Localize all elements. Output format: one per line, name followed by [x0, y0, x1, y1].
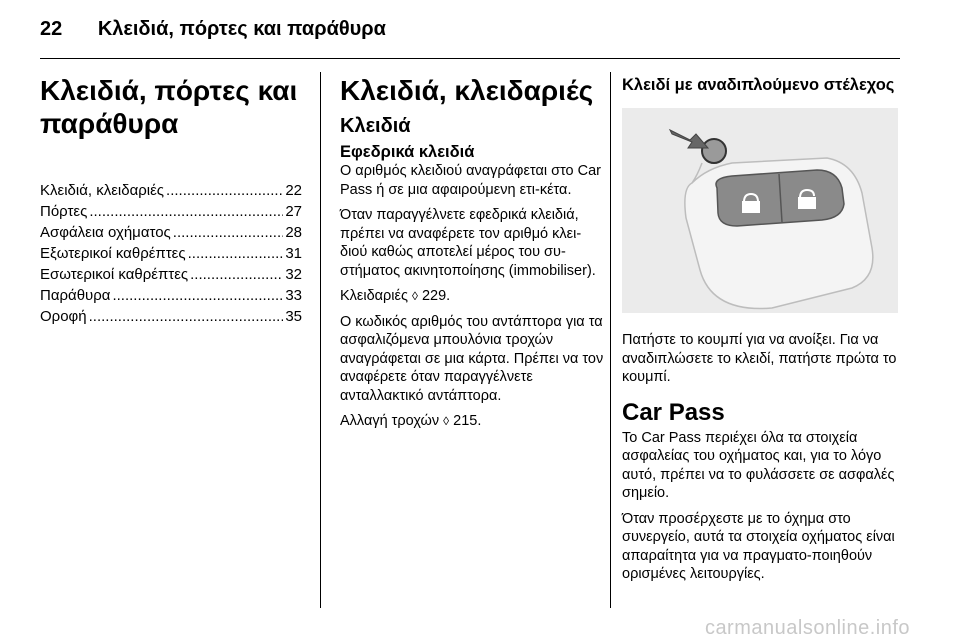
paragraph: Όταν προσέρχεστε με το όχημα στο συνεργείο, αυτά τα στοιχεία οχήματος είναι απαραίτητα για να πραγματο-ποιηθούν ορισμένες λειτουργίες.	[622, 510, 895, 582]
xref-arrow-icon: ◊	[412, 289, 418, 303]
xref-text: Κλειδαριές	[340, 288, 408, 304]
page-header	[40, 18, 386, 41]
xref-page: 215.	[453, 413, 482, 429]
column-contents	[40, 70, 302, 327]
folding-key-illustration	[622, 108, 898, 313]
column-folding-key	[622, 70, 907, 591]
watermark: carmanualsonline.info	[704, 617, 910, 639]
xref-page: 229.	[421, 288, 451, 304]
toc-item[interactable]	[40, 306, 302, 327]
paragraph: Ο αριθμός κλειδιού αναγράφεται στο Car Pass ή σε μια αφαιρούμενη ετι-κέτα.	[340, 163, 602, 198]
chapter-title: Κλειδιά, πόρτες και παράθυρα	[40, 75, 298, 139]
toc-item[interactable]	[40, 180, 302, 201]
toc-page: 33	[285, 287, 302, 304]
toc-label: Ασφάλεια οχήματος	[40, 224, 171, 241]
toc-label: Εσωτερικοί καθρέπτες	[40, 266, 189, 283]
toc-item[interactable]	[40, 264, 302, 285]
cross-reference[interactable]	[340, 412, 605, 431]
paragraph: Πατήστε το κουμπί για να ανοίξει. Για να αναδιπλώσετε το κλειδί, πατήστε πρώτα το κουμπί.	[622, 332, 897, 385]
folding-key-title: Κλειδί με αναδιπλούμενο στέλεχος	[622, 76, 895, 94]
toc-label: Παράθυρα	[40, 287, 111, 304]
toc-label: Εξωτερικοί καθρέπτες	[40, 245, 186, 262]
toc-item[interactable]	[40, 285, 302, 306]
toc-page: 35	[285, 308, 302, 325]
header-divider	[40, 58, 900, 59]
page-number: 22	[40, 18, 63, 40]
paragraph: Όταν παραγγέλνετε εφεδρικά κλειδιά, πρέπει να αναφέρετε τον αριθμό κλει-διού καθώς αποτελεί μέρος του συ-στήματος ακινητοποίησης (immobiliser).	[340, 207, 596, 279]
subsection-title: Κλειδιά	[340, 115, 411, 137]
toc-label: Οροφή	[40, 308, 87, 325]
cross-reference[interactable]	[340, 287, 605, 306]
column-divider-2	[610, 72, 611, 608]
toc-item[interactable]	[40, 222, 302, 243]
xref-text: Αλλαγή τροχών	[340, 413, 440, 429]
toc-page: 32	[285, 266, 302, 283]
car-pass-title: Car Pass	[622, 398, 725, 426]
toc-page: 31	[285, 245, 302, 262]
paragraph: Ο κωδικός αριθμός του αντάπτορα για τα ασφαλιζόμενα μπουλόνια τροχών αναγράφεται σε μια κάρτα. Πρέπει να τον αναφέρετε όταν παραγγέλνετε ανταλλακτικό αντάπτορα.	[340, 313, 604, 404]
toc-page: 28	[285, 224, 302, 241]
key-fob-icon	[622, 108, 898, 313]
paragraph: Το Car Pass περιέχει όλα τα στοιχεία ασφαλείας του οχήματος και, για το λόγο αυτό, πρέπει να το φυλάσσετε σε ασφαλές σημείο.	[622, 429, 895, 501]
toc-label: Κλειδιά, κλειδαριές	[40, 182, 165, 199]
xref-arrow-icon: ◊	[443, 414, 450, 428]
toc-item[interactable]	[40, 243, 302, 264]
header-title: Κλειδιά, πόρτες και παράθυρα	[97, 18, 386, 40]
table-of-contents	[40, 180, 302, 327]
column-keys	[340, 70, 605, 438]
toc-page: 27	[285, 203, 302, 220]
toc-label: Πόρτες	[40, 203, 88, 220]
toc-item[interactable]	[40, 201, 302, 222]
section-title: Κλειδιά, κλειδαριές	[340, 75, 594, 106]
subsubsection-title: Εφεδρικά κλειδιά	[340, 143, 475, 161]
toc-page: 22	[285, 182, 302, 199]
column-divider-1	[320, 72, 321, 608]
